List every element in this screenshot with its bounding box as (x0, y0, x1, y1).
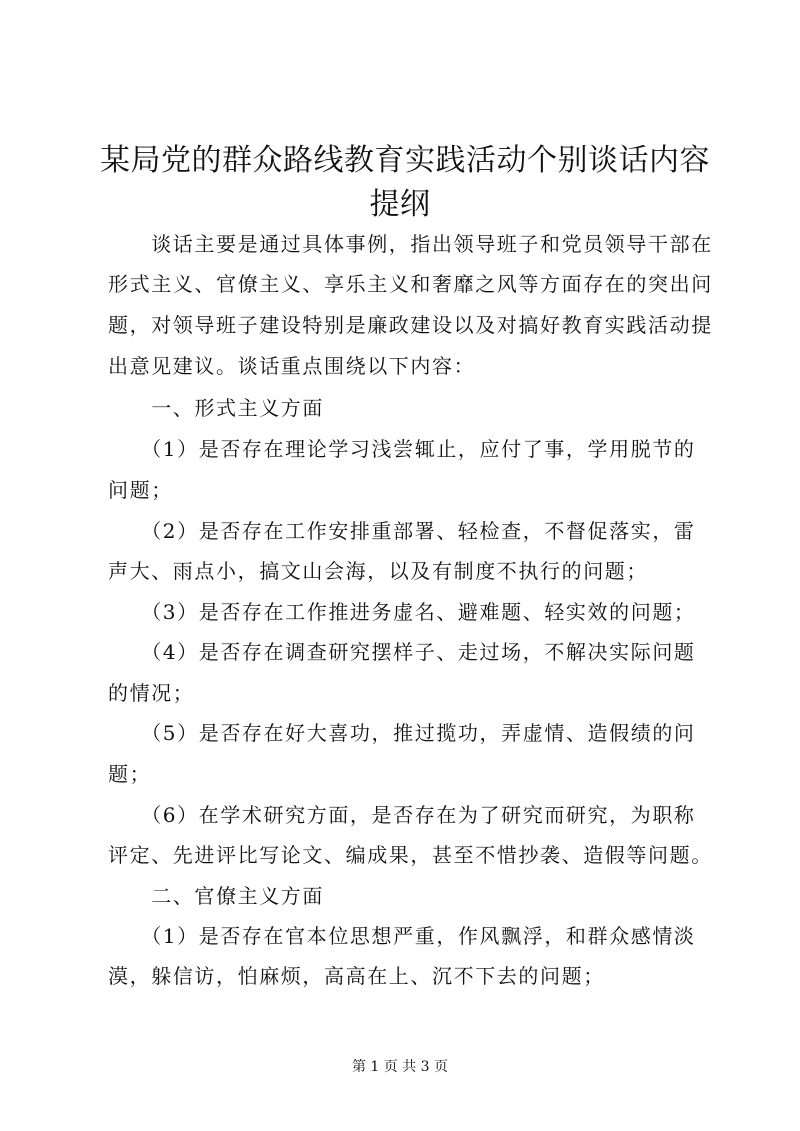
body-line-9: 声大、雨点小，搞文山会海，以及有制度不执行的问题； (108, 559, 648, 583)
body-line-2: 形式主义、官僚主义、享乐主义和奢靡之风等方面存在的突出问 (108, 272, 713, 296)
section-heading-formalism: 一、形式主义方面 (108, 396, 324, 420)
body-line-15: （6）在学术研究方面，是否存在为了研究而研究，为职称 (108, 803, 696, 827)
page-number-footer: 第 1 页 共 3 页 (351, 1059, 449, 1075)
body-line-12: 的情况； (108, 681, 195, 705)
body-line-18: （1）是否存在官本位思想严重，作风飘浮，和群众感情淡 (108, 924, 696, 948)
body-line-11: （4）是否存在调查研究摆样子、走过场，不解决实际问题 (108, 640, 696, 664)
body-line-1: 谈话主要是通过具体事例，指出领导班子和党员领导干部在 (108, 232, 713, 256)
document-title-line-2: 提纲 (369, 187, 431, 222)
body-line-7: 问题； (108, 478, 173, 502)
body-line-10: （3）是否存在工作推进务虚名、避难题、轻实效的问题； (108, 600, 696, 624)
body-line-6: （1）是否存在理论学习浅尝辄止，应付了事，学用脱节的 (108, 437, 696, 461)
body-line-4: 出意见建议。谈话重点围绕以下内容： (108, 354, 476, 378)
body-line-8: （2）是否存在工作安排重部署、轻检查，不督促落实，雷 (108, 519, 696, 543)
document-title-line-1: 某局党的群众路线教育实践活动个别谈话内容 (100, 143, 710, 178)
body-line-3: 题，对领导班子建设特别是廉政建设以及对搞好教育实践活动提 (108, 313, 713, 337)
body-line-13: （5）是否存在好大喜功，推过揽功，弄虚情、造假绩的问 (108, 721, 696, 745)
body-line-14: 题； (108, 762, 152, 786)
body-line-19: 漠，躲信访，怕麻烦，高高在上、沉不下去的问题； (108, 964, 605, 988)
body-line-16: 评定、先进评比写论文、编成果，甚至不惜抄袭、造假等问题。 (108, 843, 713, 867)
section-heading-bureaucratism: 二、官僚主义方面 (108, 884, 324, 908)
